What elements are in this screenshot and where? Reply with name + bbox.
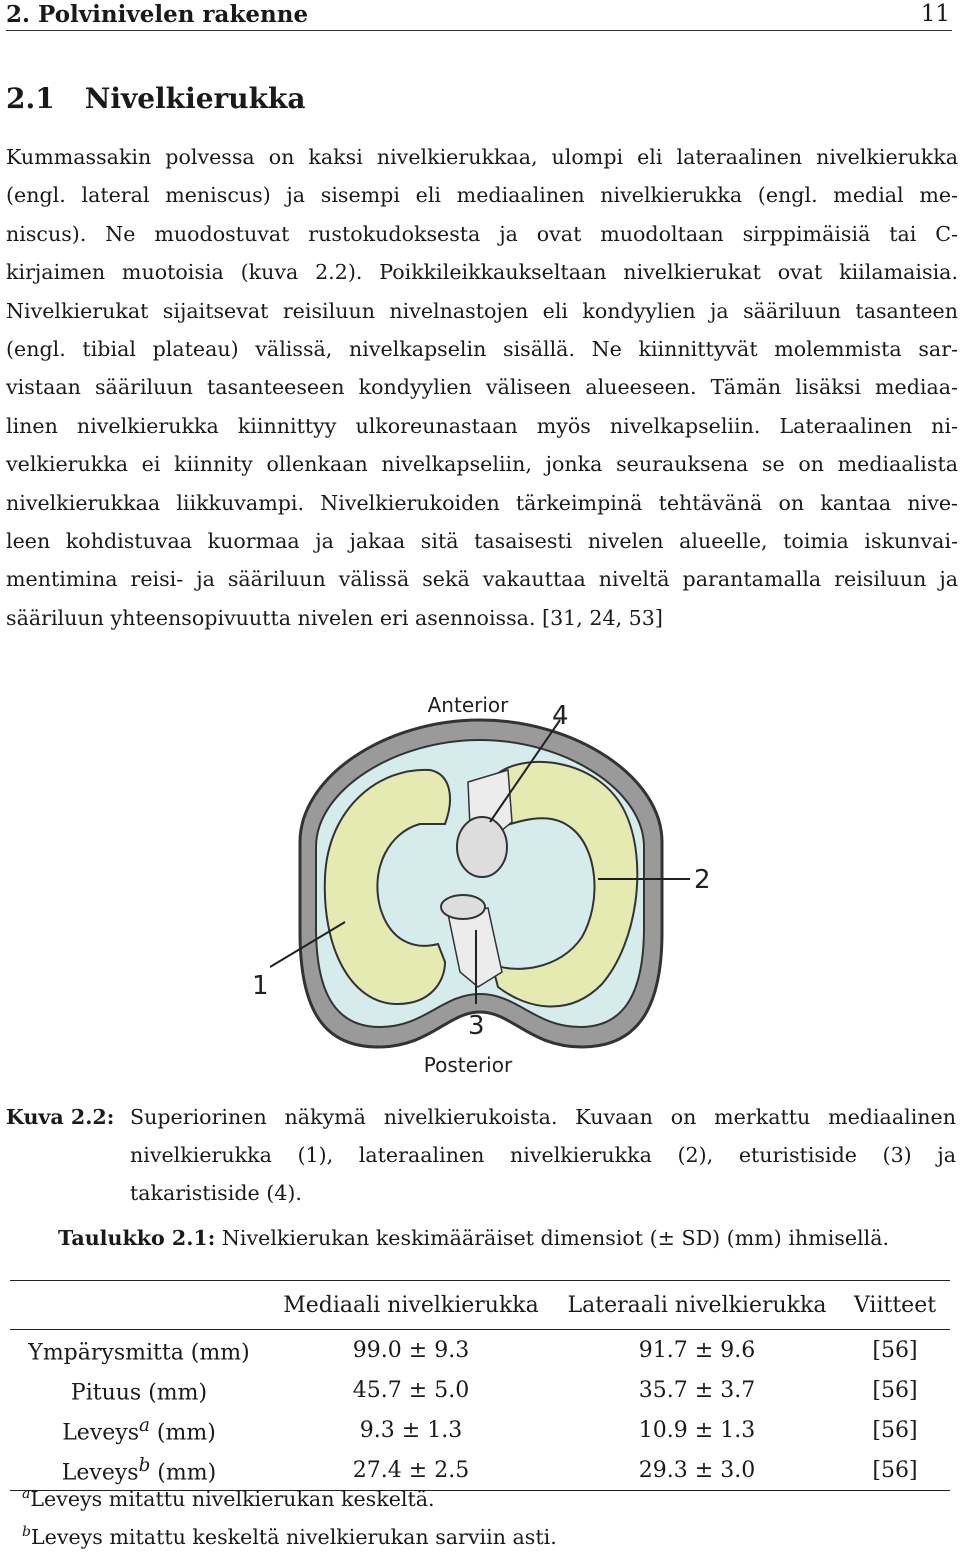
medial-value: 45.7 ± 5.0 (352, 1377, 470, 1403)
table-caption-text: Nivelkierukan keskimääräiset dimensiot (± SD) (mm) ihmisellä. (221, 1226, 890, 1250)
figure-caption-label: Kuva 2.2: (6, 1105, 115, 1129)
figure-caption (6, 1098, 958, 1212)
body-line: (engl. tibial plateau) välissä, nivelkapselin sisällä. Ne kiinnittyvät molemmista sar- (6, 337, 958, 362)
table-row (10, 1370, 950, 1410)
table-header-row (10, 1281, 950, 1330)
table-row (10, 1330, 950, 1371)
reference: [56] (872, 1457, 918, 1483)
body-line: nivelkierukkaa liikkuvampi. Nivelkierukoiden tärkeimpinä tehtävänä on kantaa nive- (6, 490, 958, 515)
label-anterior: Anterior (427, 693, 509, 717)
header-cell: Mediaali nivelkierukka (283, 1292, 539, 1318)
label-number-4: 4 (552, 701, 569, 731)
ligament-attachment-anterior (441, 895, 485, 919)
table-row (10, 1410, 950, 1450)
body-line: vistaan sääriluun tasanteeseen kondyylien väliseen alueeseen. Tämän lisäksi mediaa- (6, 375, 958, 400)
page-number: 11 (920, 1, 950, 27)
body-line: (engl. lateral meniscus) ja sisempi eli mediaalinen nivelkierukka (engl. medial me- (6, 183, 958, 208)
reference: [56] (872, 1377, 918, 1403)
medial-value: 27.4 ± 2.5 (352, 1457, 470, 1483)
body-line: sääriluun yhteensopivuutta nivelen eri asennoissa. [31, 24, 53] (6, 605, 663, 630)
section-title: Nivelkierukka (84, 82, 306, 115)
meniscus-dimensions-table (10, 1280, 950, 1491)
reference: [56] (872, 1417, 918, 1443)
row-label: Leveys$^b$ (mm) (61, 1454, 217, 1486)
lateral-value: 29.3 ± 3.0 (638, 1457, 756, 1483)
header-cell (10, 1281, 268, 1330)
meniscus-diagram (230, 682, 730, 1082)
figure-caption-text: Superiorinen näkymä nivelkierukoista. Kuvaan on merkattu mediaalinen nivelkierukka (1), lateraalinen nivelkierukka (2), eturistiside (3) ja takaristiside (4). (130, 1105, 956, 1205)
reference: [56] (872, 1337, 918, 1363)
body-line: linen nivelkierukka kiinnittyy ulkoreunastaan myös nivelkapseliin. Lateraalinen ni- (6, 413, 958, 438)
label-number-1: 1 (252, 971, 269, 1001)
chapter-title: 2. Polvinivelen rakenne (6, 1, 309, 28)
body-line: Kummassakin polvessa on kaksi nivelkierukkaa, ulompi eli lateraalinen nivelkierukka (6, 145, 958, 169)
label-number-3: 3 (468, 1011, 485, 1041)
row-label: Leveys$^a$ (mm) (62, 1414, 216, 1446)
running-head (6, 0, 952, 31)
label-number-2: 2 (694, 865, 711, 895)
lateral-value: 91.7 ± 9.6 (638, 1337, 756, 1363)
body-line: leen kohdistuvaa kuormaa ja jakaa sitä tasaisesti nivelen alueelle, toimia iskunvai- (6, 529, 958, 554)
ligament-attachment-posterior (457, 817, 507, 877)
section-number: 2.1 (6, 82, 55, 115)
table-row (10, 1450, 950, 1491)
header-cell: Lateraali nivelkierukka (567, 1292, 827, 1318)
body-line: niscus). Ne muodostuvat rustokudoksesta ja ovat muodoltaan sirppimäisiä tai C- (6, 221, 958, 246)
body-line: mentimina reisi- ja sääriluun välissä sekä vakauttaa niveltä parantamalla reisiluun ja (6, 567, 958, 592)
medial-value: 99.0 ± 9.3 (352, 1337, 470, 1363)
body-line: Nivelkierukat sijaitsevat reisiluun nivelnastojen eli kondyylien ja sääriluun tasanteen (6, 298, 958, 323)
medial-value: 9.3 ± 1.3 (359, 1417, 463, 1443)
body-line: velkierukka ei kiinnity ollenkaan nivelkapseliin, jonka seurauksena se on mediaalista (6, 452, 958, 477)
body-paragraph (6, 138, 958, 637)
lateral-value: 35.7 ± 3.7 (638, 1377, 756, 1403)
label-posterior: Posterior (423, 1053, 513, 1077)
row-label: Pituus (mm) (70, 1380, 208, 1406)
body-line: kirjaimen muotoisia (kuva 2.2). Poikkileikkaukseltaan nivelkierukat ovat kiilamaisia. (6, 260, 958, 285)
header-cell: Viitteet (853, 1292, 937, 1318)
meniscus-figure (230, 682, 730, 1082)
row-label: Ympärysmitta (mm) (28, 1340, 250, 1366)
table-caption-label: Taulukko 2.1: (58, 1226, 216, 1250)
lateral-value: 10.9 ± 1.3 (638, 1417, 756, 1443)
table-footnote-a: $^a$Leveys mitattu nivelkierukan keskeltä. (22, 1486, 435, 1511)
table-caption (58, 1226, 889, 1250)
section-heading (6, 82, 306, 115)
table-footnote-b: $^b$Leveys mitattu keskeltä nivelkierukan sarviin asti. (22, 1524, 557, 1549)
